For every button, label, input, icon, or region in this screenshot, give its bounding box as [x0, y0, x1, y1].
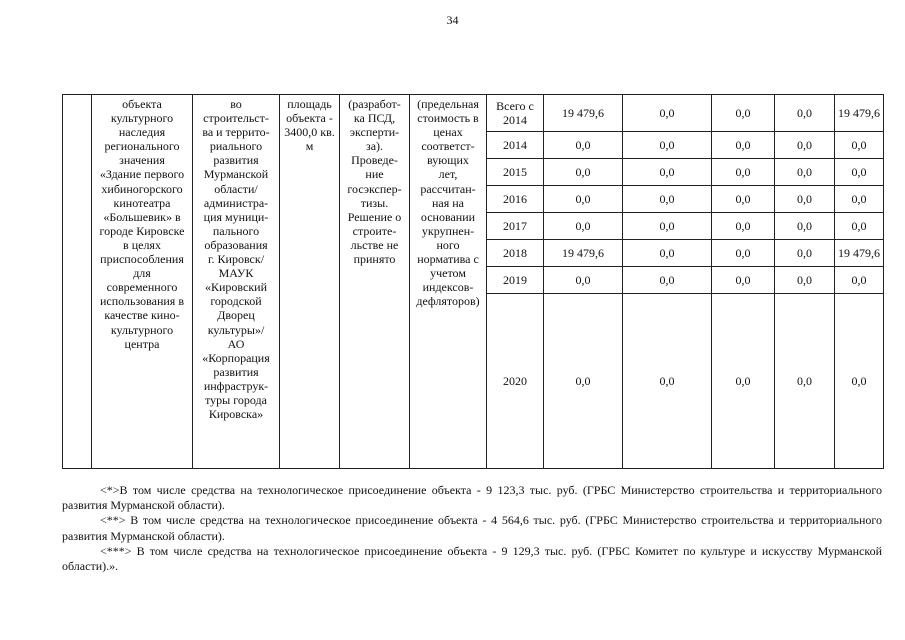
value-cell: 0,0	[544, 267, 623, 294]
cost-text: (предельная стоимость в ценах соответст- вующих лет, рассчитан- ная на основании укрупнен- ного норматива с учетом индексов- дефляторов)	[416, 97, 480, 309]
footnote-1: <*>В том числе средства на технологическое присоединение объекта - 9 123,3 тыс. руб. (ГРБС Министерство строительства и территориального развития Мурманской области).	[62, 483, 882, 513]
value-cell: 0,0	[775, 267, 835, 294]
page-number: 34	[446, 13, 459, 27]
value-cell: 0,0	[623, 267, 712, 294]
financing-table	[62, 94, 884, 469]
area-cell	[280, 95, 340, 469]
year-cell: 2017	[487, 213, 544, 240]
responsible-cell	[193, 95, 280, 469]
value-cell: 0,0	[623, 132, 712, 159]
status-cell	[340, 95, 410, 469]
value-cell: 0,0	[775, 213, 835, 240]
value-cell: 0,0	[544, 132, 623, 159]
object-text: объекта культурного наследия регионального значения «Здание первого хибиногорского кинотеатра «Большевик» в городе Кировске в целях приспособления для современного использования в качестве кино- культурного центра	[99, 97, 185, 351]
footnote-2: <**> В том числе средства на технологическое присоединение объекта - 4 564,6 тыс. руб. (ГРБС Министерство строительства и территориального развития Мурманской области).	[62, 513, 882, 543]
value-cell: 0,0	[835, 132, 884, 159]
table-body	[63, 95, 884, 469]
value-cell: 0,0	[712, 267, 775, 294]
value-cell: 0,0	[835, 159, 884, 186]
responsible-text: во строительст- ва и террито- риального развития Мурманской области/ администра- ция муници- пального образования г. Кировск/ МАУК «Кировский городской Дворец культуры»/ АО «Корпорация развития инфраструк- туры города Кировска»	[202, 97, 270, 422]
year-cell: 2014	[487, 132, 544, 159]
year-cell: 2015	[487, 159, 544, 186]
value-cell: 0,0	[775, 240, 835, 267]
value-cell: 0,0	[623, 240, 712, 267]
year-cell: 2019	[487, 267, 544, 294]
cost-cell	[410, 95, 487, 469]
value-cell: 19 479,6	[544, 95, 623, 132]
value-cell: 0,0	[835, 267, 884, 294]
value-cell: 0,0	[712, 132, 775, 159]
value-cell: 19 479,6	[835, 95, 884, 132]
year-cell: 2018	[487, 240, 544, 267]
value-cell: 0,0	[775, 95, 835, 132]
object-cell	[92, 95, 193, 469]
value-cell: 0,0	[835, 294, 884, 469]
area-text: площадь объекта - 3400,0 кв. м	[284, 97, 335, 154]
value-cell: 0,0	[775, 159, 835, 186]
value-cell: 19 479,6	[835, 240, 884, 267]
footnote-3: <***> В том числе средства на технологическое присоединение объекта - 9 129,3 тыс. руб. (ГРБС Комитет по культуре и искусству Мурманской области).».	[62, 543, 882, 574]
year-cell: 2016	[487, 186, 544, 213]
value-cell: 19 479,6	[544, 240, 623, 267]
status-text: (разработ- ка ПСД, эксперти- за). Проведе- ние госэкспер- тизы. Решение о строите- льстве не принято	[347, 97, 402, 267]
index-cell	[63, 95, 92, 469]
value-cell: 0,0	[623, 294, 712, 469]
value-cell: 0,0	[544, 294, 623, 469]
value-cell: 0,0	[775, 294, 835, 469]
value-cell: 0,0	[835, 213, 884, 240]
value-cell: 0,0	[544, 213, 623, 240]
value-cell: 0,0	[544, 186, 623, 213]
footnotes	[62, 483, 882, 574]
value-cell: 0,0	[775, 186, 835, 213]
value-cell: 0,0	[623, 213, 712, 240]
value-cell: 0,0	[712, 159, 775, 186]
value-cell: 0,0	[623, 159, 712, 186]
value-cell: 0,0	[623, 95, 712, 132]
table-row	[63, 95, 884, 132]
value-cell: 0,0	[712, 240, 775, 267]
value-cell: 0,0	[712, 213, 775, 240]
value-cell: 0,0	[712, 294, 775, 469]
value-cell: 0,0	[544, 159, 623, 186]
value-cell: 0,0	[775, 132, 835, 159]
value-cell: 0,0	[623, 186, 712, 213]
value-cell: 0,0	[712, 186, 775, 213]
year-cell: Всего с 2014	[487, 95, 544, 132]
year-cell: 2020	[487, 294, 544, 469]
value-cell: 0,0	[712, 95, 775, 132]
value-cell: 0,0	[835, 186, 884, 213]
